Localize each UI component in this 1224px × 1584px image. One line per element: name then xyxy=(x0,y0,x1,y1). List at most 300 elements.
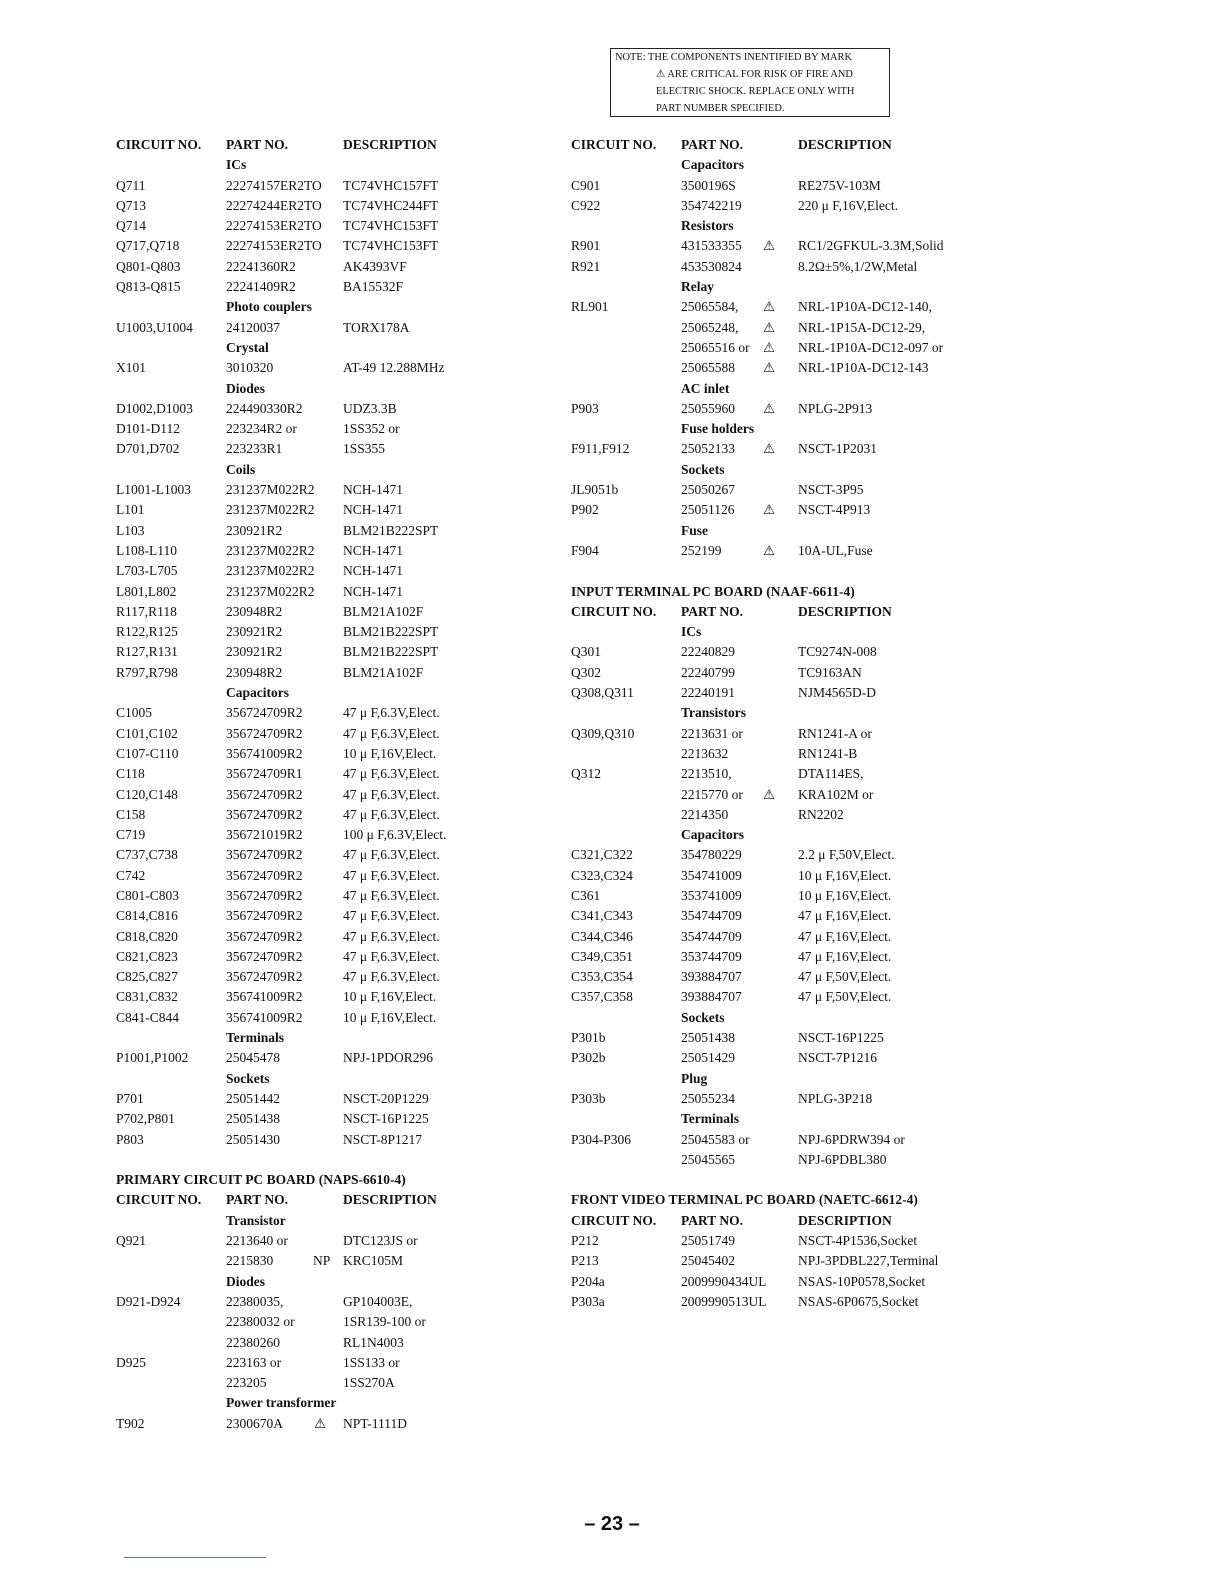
description: 47 μ F,16V,Elect. xyxy=(798,948,892,964)
circuit-no: F904 xyxy=(571,542,599,558)
description: DESCRIPTION xyxy=(343,1192,437,1208)
description: 47 μ F,6.3V,Elect. xyxy=(343,847,440,863)
circuit-no: L101 xyxy=(116,502,145,518)
description: GP104003E, xyxy=(343,1293,413,1309)
part-no: 354744709 xyxy=(681,928,742,944)
circuit-no: C120,C148 xyxy=(116,786,178,802)
part-no: 22240799 xyxy=(681,664,735,680)
part-no: 231237M022R2 xyxy=(226,563,315,579)
circuit-no: D101-D112 xyxy=(116,421,180,437)
description: 8.2Ω±5%,1/2W,Metal xyxy=(798,258,918,274)
spacer xyxy=(116,1150,536,1170)
parts-row xyxy=(571,1089,991,1109)
part-no: 25065588 xyxy=(681,360,735,376)
category-heading xyxy=(571,622,991,642)
parts-row xyxy=(116,866,536,886)
circuit-no: CIRCUIT NO. xyxy=(571,1212,657,1228)
description: UDZ3.3B xyxy=(343,400,397,416)
circuit-no: P302b xyxy=(571,1050,606,1066)
circuit-no: C158 xyxy=(116,806,146,822)
circuit-no: D925 xyxy=(116,1354,146,1370)
description: NRL-1P10A-DC12-140, xyxy=(798,299,932,315)
part-no: 356721019R2 xyxy=(226,827,303,843)
part-no: PART NO. xyxy=(681,603,744,619)
part-no: PART NO. xyxy=(226,137,289,152)
part-no: 230921R2 xyxy=(226,624,283,640)
description: 220 μ F,16V,Elect. xyxy=(798,197,899,213)
parts-row xyxy=(116,480,536,500)
part-no: Diodes xyxy=(226,380,266,396)
circuit-no: C1005 xyxy=(116,705,153,721)
circuit-no: P204a xyxy=(571,1273,605,1289)
parts-row xyxy=(116,541,536,561)
circuit-no: L108-L110 xyxy=(116,542,177,558)
parts-row xyxy=(116,500,536,520)
description: BLM21B222SPT xyxy=(343,624,439,640)
parts-row xyxy=(116,744,536,764)
part-no: 356724709R2 xyxy=(226,908,303,924)
category-heading xyxy=(571,419,991,439)
description: 47 μ F,16V,Elect. xyxy=(798,928,892,944)
circuit-no: R127,R131 xyxy=(116,644,178,660)
description: DTA114ES, xyxy=(798,766,864,782)
parts-row xyxy=(571,236,991,256)
description: 1SS352 or xyxy=(343,421,400,437)
description: NCH-1471 xyxy=(343,542,403,558)
parts-row xyxy=(571,866,991,886)
part-no: Transistor xyxy=(226,1212,286,1228)
circuit-no: JL9051b xyxy=(571,482,619,498)
description: NSCT-7P1216 xyxy=(798,1050,878,1066)
circuit-no: C341,C343 xyxy=(571,908,633,924)
parts-row xyxy=(116,521,536,541)
part-no: 356724709R2 xyxy=(226,705,303,721)
parts-row xyxy=(571,541,991,561)
description: BA15532F xyxy=(343,279,404,295)
circuit-no: CIRCUIT NO. xyxy=(571,603,657,619)
part-no: 353741009 xyxy=(681,887,742,903)
spacer xyxy=(571,561,991,581)
circuit-no: P1001,P1002 xyxy=(116,1050,189,1066)
description: NSCT-4P913 xyxy=(798,502,871,518)
part-no: 354741009 xyxy=(681,867,742,883)
circuit-no: C825,C827 xyxy=(116,969,178,985)
part-no: 393884707 xyxy=(681,989,742,1005)
circuit-no: R122,R125 xyxy=(116,624,178,640)
circuit-no: C361 xyxy=(571,887,601,903)
parts-row xyxy=(571,257,991,277)
parts-row xyxy=(116,906,536,926)
circuit-no: U1003,U1004 xyxy=(116,319,193,335)
parts-row xyxy=(116,642,536,662)
part-no: 25045565 xyxy=(681,1151,735,1167)
part-no: PART NO. xyxy=(226,1192,289,1208)
circuit-no: C922 xyxy=(571,197,601,213)
circuit-no: P213 xyxy=(571,1253,599,1269)
part-no: 2213640 or xyxy=(226,1233,288,1249)
circuit-no: C118 xyxy=(116,766,145,782)
circuit-no: D1002,D1003 xyxy=(116,400,193,416)
circuit-no: P803 xyxy=(116,1131,144,1147)
category-heading xyxy=(571,1069,991,1089)
part-no: Fuse holders xyxy=(681,421,755,437)
description: NPJ-6PDBL380 xyxy=(798,1151,887,1167)
parts-row xyxy=(571,318,991,338)
description: RL1N4003 xyxy=(343,1334,404,1350)
description: NCH-1471 xyxy=(343,482,403,498)
part-no: 2213631 or xyxy=(681,725,743,741)
parts-row xyxy=(116,236,536,256)
description: 10 μ F,16V,Elect. xyxy=(343,1009,437,1025)
parts-row xyxy=(571,947,991,967)
parts-row xyxy=(571,358,991,378)
description: TC74VHC153FT xyxy=(343,238,439,254)
part-no: 25065584, xyxy=(681,299,739,315)
part-no: 356724709R2 xyxy=(226,867,303,883)
circuit-no: P902 xyxy=(571,502,599,518)
category-heading xyxy=(116,1211,536,1231)
part-no: 356724709R2 xyxy=(226,847,303,863)
circuit-no: P303b xyxy=(571,1090,606,1106)
parts-row xyxy=(116,1292,536,1312)
part-no: 354780229 xyxy=(681,847,742,863)
category-heading xyxy=(116,1069,536,1089)
description: NCH-1471 xyxy=(343,563,403,579)
circuit-no: Q713 xyxy=(116,197,146,213)
circuit-no: Q714 xyxy=(116,218,146,234)
parts-row xyxy=(116,1353,536,1373)
parts-row xyxy=(571,1251,991,1271)
description: 10 μ F,16V,Elect. xyxy=(343,989,437,1005)
circuit-no: Q801-Q803 xyxy=(116,258,181,274)
circuit-no: P301b xyxy=(571,1030,606,1046)
circuit-no: Q717,Q718 xyxy=(116,238,180,254)
circuit-no: C831,C832 xyxy=(116,989,178,1005)
description: 1SS355 xyxy=(343,441,386,457)
circuit-no: P701 xyxy=(116,1090,144,1106)
description: BLM21B222SPT xyxy=(343,522,439,538)
part-no: 2009990434UL xyxy=(681,1273,767,1289)
note-line: NOTE: THE COMPONENTS INENTIFIED BY MARK xyxy=(615,52,852,63)
description: 47 μ F,6.3V,Elect. xyxy=(343,806,440,822)
description: NRL-1P10A-DC12-143 xyxy=(798,360,929,376)
parts-row xyxy=(571,805,991,825)
description: 47 μ F,6.3V,Elect. xyxy=(343,766,440,782)
critical-components-note xyxy=(610,48,890,117)
parts-row xyxy=(116,1130,536,1150)
parts-row xyxy=(571,724,991,744)
parts-row xyxy=(116,764,536,784)
part-no: 356724709R2 xyxy=(226,928,303,944)
category-heading xyxy=(116,338,536,358)
circuit-no: Q312 xyxy=(571,766,601,782)
warning-triangle-icon: ⚠ xyxy=(763,238,776,254)
parts-row xyxy=(116,582,536,602)
part-no: Capacitors xyxy=(226,685,289,701)
part-no: 25051442 xyxy=(226,1090,280,1106)
description: 1SR139-100 or xyxy=(343,1314,426,1330)
parts-row xyxy=(571,683,991,703)
parts-row xyxy=(116,257,536,277)
description: RC1/2GFKUL-3.3M,Solid xyxy=(798,238,944,254)
part-no: 25050267 xyxy=(681,482,735,498)
circuit-no: Q302 xyxy=(571,664,601,680)
parts-row xyxy=(571,886,991,906)
parts-row xyxy=(116,318,536,338)
parts-row xyxy=(571,906,991,926)
part-no: 25045478 xyxy=(226,1050,280,1066)
circuit-no: C814,C816 xyxy=(116,908,178,924)
part-no: 22274157ER2TO xyxy=(226,177,322,193)
description: NPT-1111D xyxy=(343,1415,408,1431)
part-no: 223233R1 xyxy=(226,441,283,457)
parts-row xyxy=(116,602,536,622)
description: RN2202 xyxy=(798,806,844,822)
parts-row xyxy=(571,785,991,805)
description: RE275V-103M xyxy=(798,177,881,193)
description: 47 μ F,6.3V,Elect. xyxy=(343,948,440,964)
parts-row xyxy=(571,1292,991,1312)
parts-row xyxy=(571,1272,991,1292)
parts-row xyxy=(116,1048,536,1068)
part-no: 22274153ER2TO xyxy=(226,238,322,254)
spacer xyxy=(571,1170,991,1190)
part-no: 2213632 xyxy=(681,745,729,761)
parts-row xyxy=(571,1231,991,1251)
description: 1SS270A xyxy=(343,1375,395,1391)
part-no: 2009990513UL xyxy=(681,1293,767,1309)
category-heading xyxy=(571,216,991,236)
part-no: 356741009R2 xyxy=(226,1009,303,1025)
part-no: 231237M022R2 xyxy=(226,502,315,518)
part-no: 230921R2 xyxy=(226,644,283,660)
category-heading xyxy=(116,460,536,480)
description: 47 μ F,6.3V,Elect. xyxy=(343,786,440,802)
column-header-row xyxy=(116,1190,536,1210)
part-no: 223234R2 or xyxy=(226,421,297,437)
part-no: Sockets xyxy=(226,1070,270,1086)
footer-rule xyxy=(124,1557,266,1558)
parts-row xyxy=(116,216,536,236)
part-no: PART NO. xyxy=(681,1212,744,1228)
description: NSCT-20P1229 xyxy=(343,1090,429,1106)
description: DESCRIPTION xyxy=(343,137,437,152)
category-heading xyxy=(116,683,536,703)
circuit-no: CIRCUIT NO. xyxy=(116,137,202,152)
circuit-no: D701,D702 xyxy=(116,441,180,457)
circuit-no: P702,P801 xyxy=(116,1111,175,1127)
circuit-no: Q309,Q310 xyxy=(571,725,635,741)
circuit-no: CIRCUIT NO. xyxy=(571,137,657,152)
part-no: 25051430 xyxy=(226,1131,280,1147)
circuit-no: Q921 xyxy=(116,1233,146,1249)
circuit-no: T902 xyxy=(116,1415,145,1431)
parts-row xyxy=(116,1251,536,1271)
part-no: Sockets xyxy=(681,1009,725,1025)
part-no: 22274153ER2TO xyxy=(226,218,322,234)
parts-row xyxy=(571,480,991,500)
part-no: 24120037 xyxy=(226,319,280,335)
section-title xyxy=(116,1170,536,1190)
description: NPJ-6PDRW394 or xyxy=(798,1131,905,1147)
parts-row xyxy=(116,927,536,947)
description: 10 μ F,16V,Elect. xyxy=(798,867,892,883)
circuit-no: C107-C110 xyxy=(116,745,179,761)
circuit-no: F911,F912 xyxy=(571,441,630,457)
parts-row xyxy=(571,399,991,419)
circuit-no: R117,R118 xyxy=(116,603,177,619)
part-no: 356724709R2 xyxy=(226,725,303,741)
part-no: ICs xyxy=(226,157,247,173)
section-title xyxy=(571,582,991,602)
parts-row xyxy=(116,703,536,723)
description: KRC105M xyxy=(343,1253,404,1269)
circuit-no: C841-C844 xyxy=(116,1009,180,1025)
description: 47 μ F,50V,Elect. xyxy=(798,969,892,985)
description: NCH-1471 xyxy=(343,583,403,599)
part-no: Coils xyxy=(226,461,256,477)
part-no: Photo couplers xyxy=(226,299,312,315)
parts-row xyxy=(116,1008,536,1028)
parts-row xyxy=(116,663,536,683)
part-no: 231237M022R2 xyxy=(226,542,315,558)
description: NSCT-3P95 xyxy=(798,482,864,498)
parts-row xyxy=(571,500,991,520)
circuit-no: C357,C358 xyxy=(571,989,633,1005)
parts-row xyxy=(116,561,536,581)
parts-row xyxy=(571,927,991,947)
section-title xyxy=(571,1190,991,1210)
description: NPLG-3P218 xyxy=(798,1090,873,1106)
part-no: 231237M022R2 xyxy=(226,583,315,599)
description: 10A-UL,Fuse xyxy=(798,542,873,558)
description: TORX178A xyxy=(343,319,410,335)
note-line: ⚠ ARE CRITICAL FOR RISK OF FIRE AND xyxy=(656,69,853,80)
part-no: Fuse xyxy=(681,522,708,538)
part-no: Relay xyxy=(681,279,714,295)
part-no: Terminals xyxy=(681,1111,740,1127)
parts-row xyxy=(571,744,991,764)
description: TC9163AN xyxy=(798,664,862,680)
circuit-no: P303a xyxy=(571,1293,605,1309)
part-no: Diodes xyxy=(226,1273,266,1289)
description: BLM21A102F xyxy=(343,603,424,619)
part-no: 356724709R2 xyxy=(226,806,303,822)
part-no: 25051126 xyxy=(681,502,735,518)
description: NSAS-10P0578,Socket xyxy=(798,1273,926,1289)
circuit-no: L703-L705 xyxy=(116,563,178,579)
column-header-row xyxy=(571,602,991,622)
column-header-row xyxy=(571,135,991,155)
part-no: 22380260 xyxy=(226,1334,280,1350)
circuit-no: Q813-Q815 xyxy=(116,279,181,295)
part-no: 22241360R2 xyxy=(226,258,296,274)
part-no: Capacitors xyxy=(681,827,744,843)
part-no: 2213510, xyxy=(681,766,732,782)
section-title-text: FRONT VIDEO TERMINAL PC BOARD (NAETC-6612-4) xyxy=(571,1192,918,1208)
category-heading xyxy=(116,297,536,317)
part-no: Capacitors xyxy=(681,157,744,173)
description: 2.2 μ F,50V,Elect. xyxy=(798,847,895,863)
parts-row xyxy=(116,358,536,378)
circuit-no: C742 xyxy=(116,867,146,883)
part-no: Power transformer xyxy=(226,1395,337,1411)
parts-row xyxy=(116,1109,536,1129)
parts-row xyxy=(571,297,991,317)
description: RN1241-A or xyxy=(798,725,872,741)
description: BLM21A102F xyxy=(343,664,424,680)
note-line: ELECTRIC SHOCK. REPLACE ONLY WITH xyxy=(656,86,855,97)
description: 10 μ F,16V,Elect. xyxy=(798,887,892,903)
parts-row xyxy=(571,764,991,784)
circuit-no: R921 xyxy=(571,258,601,274)
column-header-row xyxy=(571,1211,991,1231)
description: 47 μ F,6.3V,Elect. xyxy=(343,867,440,883)
category-heading xyxy=(571,703,991,723)
parts-row xyxy=(571,845,991,865)
circuit-no: C719 xyxy=(116,827,146,843)
circuit-no: Q711 xyxy=(116,177,146,193)
parts-row xyxy=(116,724,536,744)
part-no: 3010320 xyxy=(226,360,274,376)
part-no: 3500196S xyxy=(681,177,736,193)
part-no: 25051438 xyxy=(226,1111,280,1127)
parts-row xyxy=(116,439,536,459)
part-no: 356724709R2 xyxy=(226,969,303,985)
page-number: – 23 – xyxy=(584,1513,640,1535)
circuit-no: C821,C823 xyxy=(116,948,178,964)
category-heading xyxy=(571,1008,991,1028)
parts-row xyxy=(116,1414,536,1434)
description: AK4393VF xyxy=(343,258,407,274)
part-no: ICs xyxy=(681,624,702,640)
description: TC9274N-008 xyxy=(798,644,877,660)
part-no: 356724709R2 xyxy=(226,786,303,802)
part-no: 356724709R2 xyxy=(226,887,303,903)
parts-row xyxy=(116,805,536,825)
parts-row xyxy=(571,987,991,1007)
parts-row xyxy=(571,439,991,459)
part-no: 25045402 xyxy=(681,1253,735,1269)
description: RN1241-B xyxy=(798,745,858,761)
parts-row xyxy=(116,967,536,987)
description: NRL-1P10A-DC12-097 or xyxy=(798,339,944,355)
part-no: 2214350 xyxy=(681,806,729,822)
part-no: 223205 xyxy=(226,1375,267,1391)
description: TC74VHC244FT xyxy=(343,197,439,213)
description: TC74VHC153FT xyxy=(343,218,439,234)
description: NSAS-6P0675,Socket xyxy=(798,1293,919,1309)
part-no: 2215830 xyxy=(226,1253,274,1269)
part-no: 356741009R2 xyxy=(226,989,303,1005)
warning-triangle-icon: ⚠ xyxy=(763,360,776,376)
description: DTC123JS or xyxy=(343,1233,418,1249)
parts-row xyxy=(571,1150,991,1170)
part-no: 25065248, xyxy=(681,319,739,335)
part-no: 230921R2 xyxy=(226,522,283,538)
description: NJM4565D-D xyxy=(798,685,877,701)
category-heading xyxy=(116,379,536,399)
parts-row xyxy=(116,1333,536,1353)
circuit-no: C349,C351 xyxy=(571,948,633,964)
circuit-no: C801-C803 xyxy=(116,887,180,903)
description: NPLG-2P913 xyxy=(798,400,873,416)
category-heading xyxy=(116,1393,536,1413)
part-no: PART NO. xyxy=(681,137,744,152)
part-no: AC inlet xyxy=(681,380,730,396)
description: NPJ-3PDBL227,Terminal xyxy=(798,1253,939,1269)
circuit-no: R797,R798 xyxy=(116,664,178,680)
